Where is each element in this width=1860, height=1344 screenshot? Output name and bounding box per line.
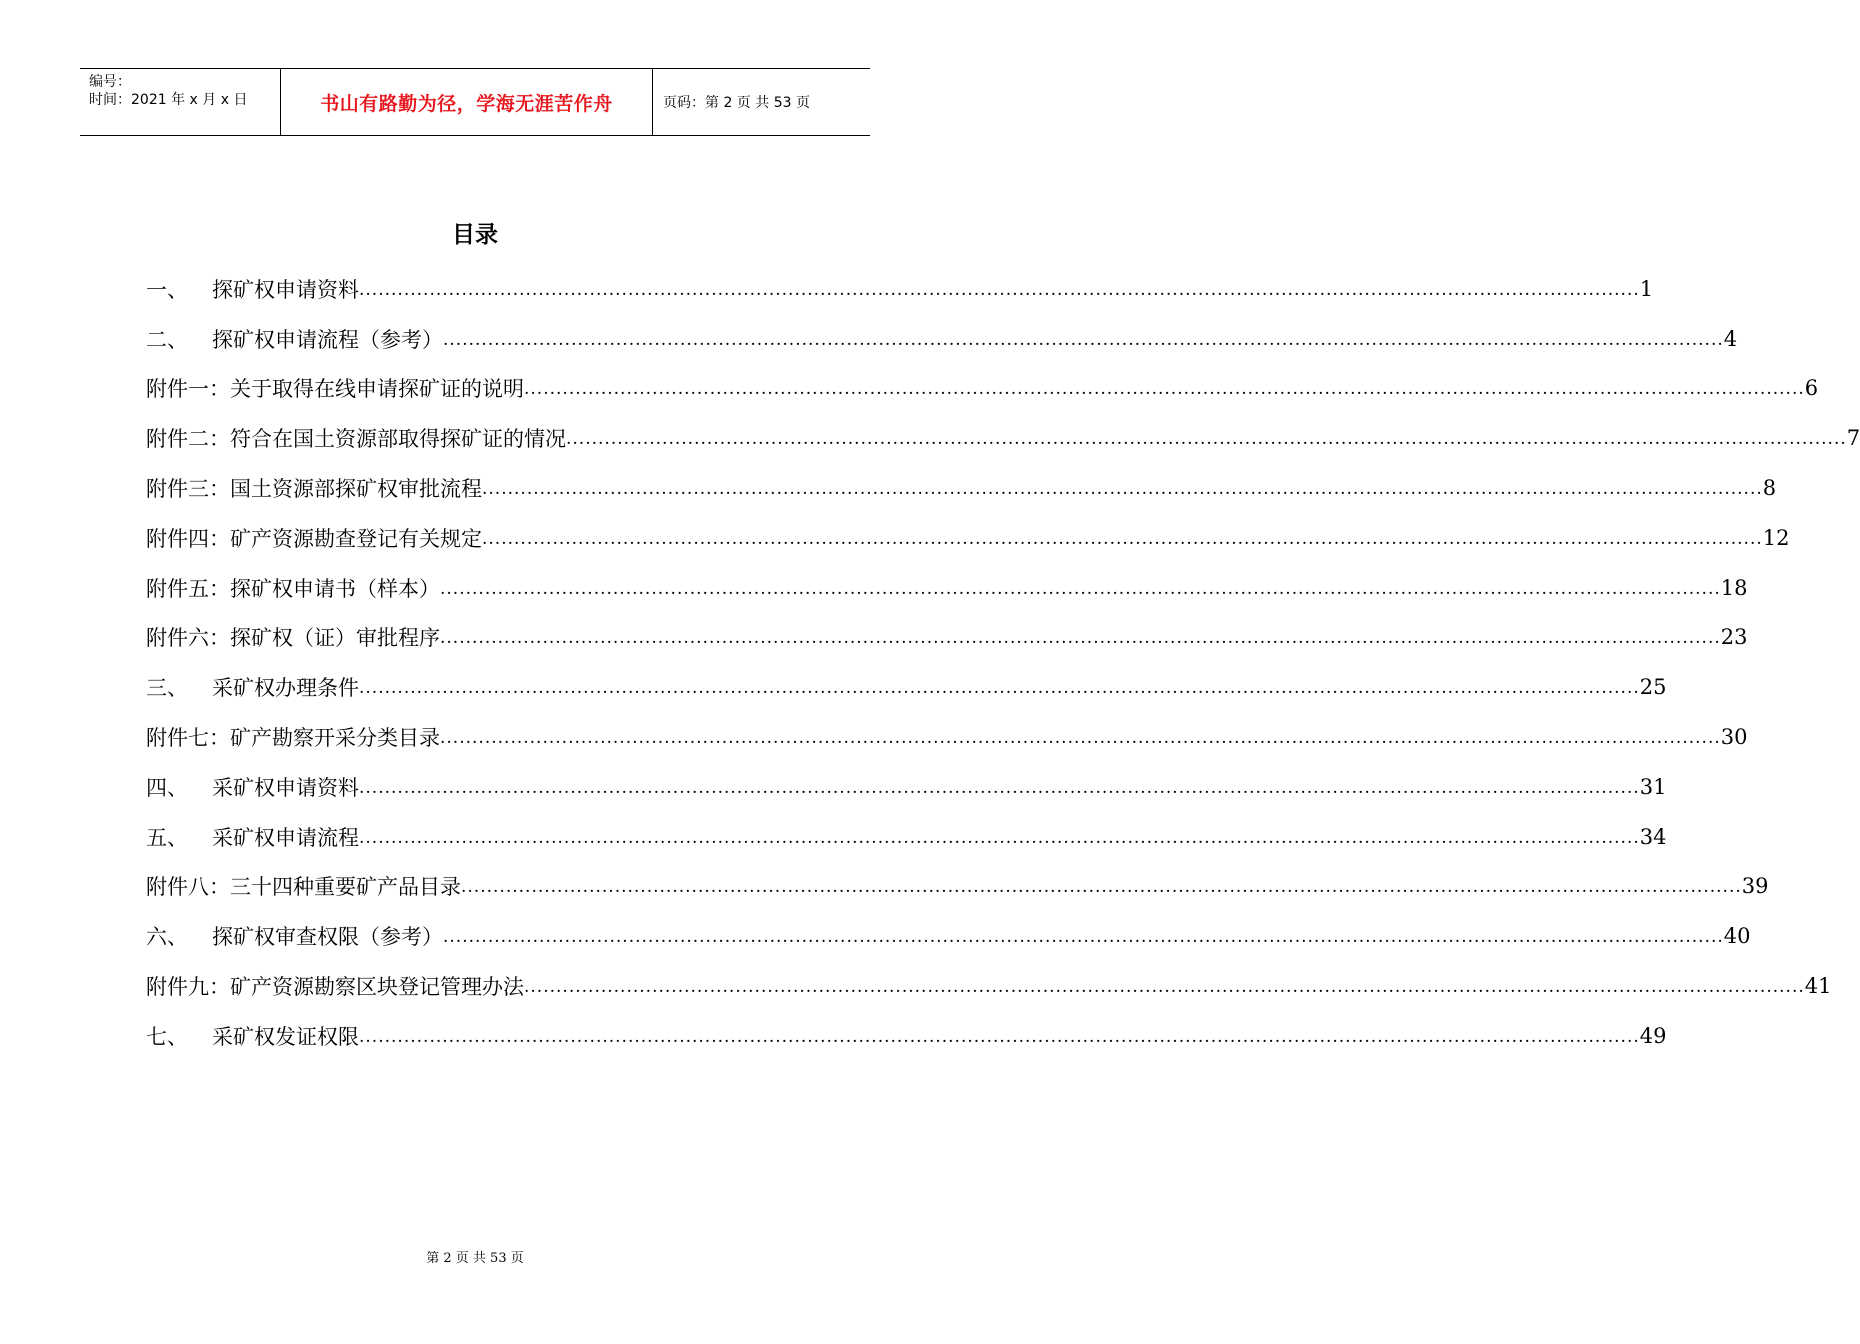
toc-dot-leader: ........................................................................................................................................................................................................ <box>443 927 1724 948</box>
toc-dot-leader: ........................................................................................................................................................................................................ <box>524 379 1805 400</box>
toc-entry-page: 4 <box>1723 326 1738 351</box>
toc-entry[interactable] <box>146 613 1748 663</box>
toc-entry-label: 附件五：探矿权申请书（样本） <box>146 576 440 601</box>
toc-entry[interactable] <box>146 862 1769 912</box>
toc-dot-leader: ........................................................................................................................................................................................................ <box>440 628 1721 649</box>
toc-entry-page: 12 <box>1762 525 1790 550</box>
footer-page-number: 第 2 页 共 53 页 <box>426 1251 524 1266</box>
toc-entry-label: 采矿权申请流程 <box>212 825 359 850</box>
toc-entry[interactable] <box>146 961 1832 1011</box>
toc-entry[interactable] <box>146 712 1748 762</box>
toc-entry-page: 18 <box>1720 575 1748 600</box>
toc-entry-number: 三、 <box>146 676 188 701</box>
number-label: 编号： <box>89 74 131 90</box>
toc-dot-leader: ........................................................................................................................................................................................................ <box>443 329 1724 350</box>
toc-entry[interactable] <box>146 463 1777 513</box>
toc-entry-page: 31 <box>1639 774 1667 799</box>
time-label: 时间：2021 年 x 月 x 日 <box>89 92 248 108</box>
toc-dot-leader: ........................................................................................................................................................................................................ <box>566 429 1847 450</box>
toc-entry-page: 34 <box>1639 824 1667 849</box>
toc-entry[interactable] <box>146 513 1790 563</box>
table-of-contents <box>146 264 1860 1061</box>
toc-entry-page: 8 <box>1762 476 1777 501</box>
toc-dot-leader: ........................................................................................................................................................................................................ <box>524 977 1805 998</box>
toc-entry[interactable] <box>146 264 1654 314</box>
toc-entry-label: 探矿权审查权限（参考） <box>212 925 443 950</box>
toc-entry[interactable] <box>146 662 1667 712</box>
toc-entry-label: 采矿权申请资料 <box>212 775 359 800</box>
toc-entry-label: 附件三：国土资源部探矿权审批流程 <box>146 477 482 502</box>
toc-entry[interactable] <box>146 812 1667 862</box>
toc-entry[interactable] <box>146 1011 1667 1061</box>
toc-entry-page: 30 <box>1720 725 1748 750</box>
toc-dot-leader: ........................................................................................................................................................................................................ <box>440 728 1721 749</box>
toc-entry-label: 附件四：矿产资源勘查登记有关规定 <box>146 526 482 551</box>
toc-entry-page: 7 <box>1846 426 1860 451</box>
toc-entry-page: 49 <box>1639 1023 1667 1048</box>
toc-entry-number: 四、 <box>146 775 188 800</box>
toc-entry-number: 七、 <box>146 1024 188 1049</box>
toc-entry-number: 二、 <box>146 327 188 352</box>
toc-entry-label: 探矿权申请流程（参考） <box>212 327 443 352</box>
toc-entry[interactable] <box>146 911 1751 961</box>
toc-dot-leader: ........................................................................................................................................................................................................ <box>440 578 1721 599</box>
toc-entry-page: 25 <box>1639 675 1667 700</box>
toc-entry-number: 五、 <box>146 825 188 850</box>
toc-entry-label: 附件二：符合在国土资源部取得探矿证的情况 <box>146 427 566 452</box>
header-meta <box>80 69 281 135</box>
toc-entry[interactable] <box>146 563 1748 613</box>
toc-dot-leader: ........................................................................................................................................................................................................ <box>359 827 1640 848</box>
toc-dot-leader: ........................................................................................................................................................................................................ <box>359 279 1640 300</box>
toc-dot-leader: ........................................................................................................................................................................................................ <box>359 777 1640 798</box>
header-page-info: 页码：第 2 页 共 53 页 <box>663 95 810 111</box>
toc-entry-page: 39 <box>1741 874 1769 899</box>
toc-dot-leader: ........................................................................................................................................................................................................ <box>482 528 1763 549</box>
toc-entry-label: 探矿权申请资料 <box>212 277 359 302</box>
toc-entry-label: 附件九：矿产资源勘察区块登记管理办法 <box>146 975 524 1000</box>
toc-dot-leader: ........................................................................................................................................................................................................ <box>359 1026 1640 1047</box>
toc-entry[interactable] <box>146 314 1738 364</box>
toc-entry-label: 采矿权办理条件 <box>212 676 359 701</box>
toc-entry-page: 1 <box>1639 276 1654 301</box>
toc-dot-leader: ........................................................................................................................................................................................................ <box>359 678 1640 699</box>
toc-entry[interactable] <box>146 762 1667 812</box>
toc-entry-page: 23 <box>1720 625 1748 650</box>
toc-entry-label: 附件一：关于取得在线申请探矿证的说明 <box>146 377 524 402</box>
toc-entry[interactable] <box>146 364 1819 414</box>
toc-entry-number: 六、 <box>146 925 188 950</box>
toc-entry[interactable] <box>146 413 1860 463</box>
toc-entry-number: 一、 <box>146 277 188 302</box>
toc-dot-leader: ........................................................................................................................................................................................................ <box>482 479 1763 500</box>
toc-entry-page: 40 <box>1723 924 1751 949</box>
toc-entry-page: 41 <box>1804 974 1832 999</box>
toc-entry-label: 采矿权发证权限 <box>212 1024 359 1049</box>
toc-title: 目录 <box>452 222 498 248</box>
header-table <box>80 68 870 136</box>
toc-dot-leader: ........................................................................................................................................................................................................ <box>461 877 1742 898</box>
header-motto: 书山有路勤为径，学海无涯苦作舟 <box>281 69 653 135</box>
toc-entry-page: 6 <box>1804 376 1819 401</box>
toc-entry-label: 附件七：矿产勘察开采分类目录 <box>146 726 440 751</box>
toc-entry-label: 附件八：三十四种重要矿产品目录 <box>146 875 461 900</box>
toc-entry-label: 附件六：探矿权（证）审批程序 <box>146 626 440 651</box>
